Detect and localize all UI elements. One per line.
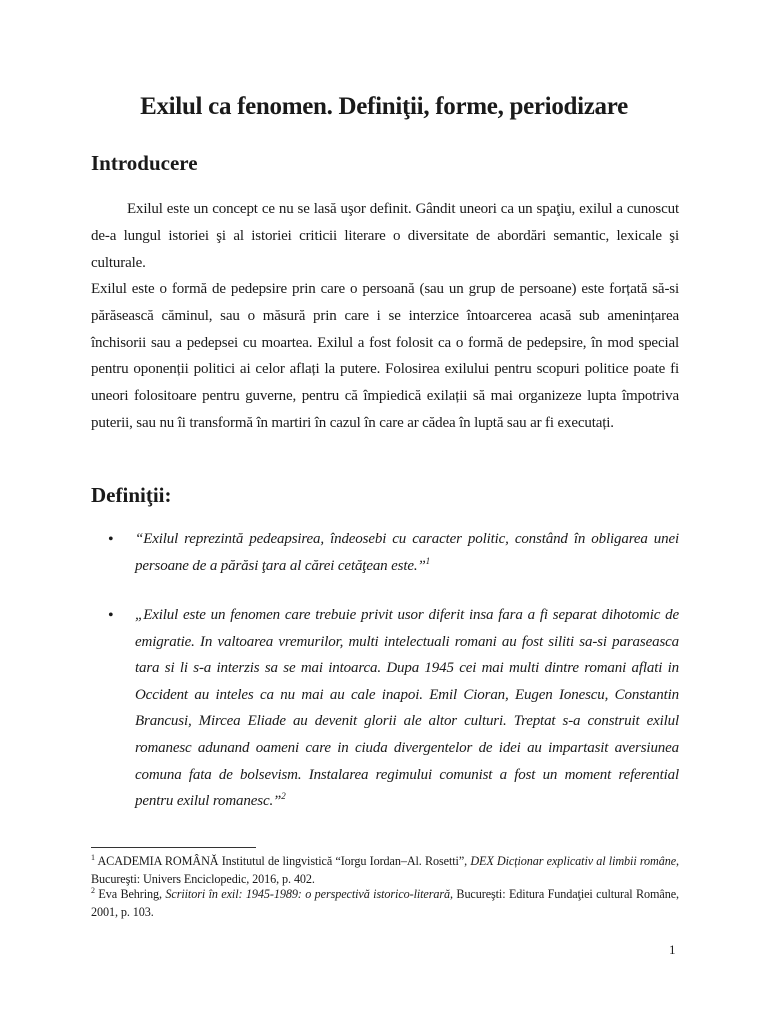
- footnote-2-source-title: Scriitori în exil: 1945-1989: o perspectivă istorico-literară,: [165, 887, 453, 901]
- definition-quote-2-text: „Exilul este un fenomen care trebuie privit usor diferit insa fara a fi separat dihotomic de emigratie. In valtoarea vremurilor, multi intelectuali romani au fost siliti sa-si paraseasca tara si li s-a interzis sa se mai intoarca. Dupa 1945 cei mai multi dintre romani aflati in Occident au inteles ca nu mai au cale inapoi. Emil Cioran, Eugen Ionescu, Constantin Brancusi, Mircea Eliade au devenit glorii ale altor culturi. Treptat s-a construit exilul romanesc adunand oameni care in ciuda divergentelor de idei au impartasit aversiunea comuna fata de bolsevism. Instalarea regimului comunist a fost un moment referential pentru exilul romanesc.”: [135, 607, 679, 810]
- page-number: 1: [669, 942, 676, 957]
- footnote-1: [91, 852, 679, 888]
- footnote-2-number: 2: [91, 885, 95, 895]
- footnote-2: [91, 885, 679, 921]
- footnote-1-text-b: , Bucureşti: Univers Enciclopedic, 2016, p. 402.: [91, 854, 679, 886]
- footnote-reference-1[interactable]: 1: [425, 555, 431, 566]
- footnote-2-text-b: Bucureşti: Editura Fundaţiei cultural Române, 2001, p. 103.: [91, 887, 679, 919]
- definition-quote-2: [135, 602, 679, 815]
- footnote-2-text-a: Eva Behring,: [94, 887, 166, 901]
- heading-definitions: Definiţii:: [91, 483, 172, 507]
- definition-quote-1: [135, 526, 679, 579]
- bullet-marker: •: [108, 531, 114, 548]
- heading-introduction: Introducere: [91, 151, 198, 175]
- footnote-separator: [91, 847, 256, 848]
- footnote-1-text-a: ACADEMIA ROMÂNĂ Institutul de lingvistică “Iorgu Iordan–Al. Rosetti”,: [94, 854, 471, 868]
- definition-quote-1-text: “Exilul reprezintă pedeapsirea, îndeosebi cu caracter politic, constând în obligarea unei persoane de a părăsi ţara al cărei cetăţean este.”: [135, 531, 679, 574]
- paragraph-intro-2: Exilul este o formă de pedepsire prin care o persoană (sau un grup de persoane) este forțată să-si părăsească căminul, sau o măsură prin care i se interzice întoarcerea acasă sub amenințarea închisorii sau a pedepsei cu moartea. Exilul a fost folosit ca o formă de pedepsire, în mod special pentru oponenții politici ai celor aflați la putere. Folosirea exilului pentru scopuri politice poate fi uneori folositoare pentru guverne, pentru că împiedică exilații să mai organizeze lupta împotriva puterii, sau nu îi transformă în martiri în cazul în care ar cădea în luptă sau ar fi executați.: [91, 281, 679, 431]
- footnote-1-number: 1: [91, 852, 95, 862]
- bullet-marker: •: [108, 607, 114, 624]
- document-title: Exilul ca fenomen. Definiţii, forme, periodizare: [140, 93, 628, 120]
- paragraph-intro-1: Exilul este un concept ce nu se lasă uşor definit. Gândit uneori ca un spaţiu, exilul a cunoscut de-a lungul istoriei şi al istoriei criticii literare o diversitate de abordări semantic, lexicale şi culturale.: [91, 201, 679, 271]
- footnote-1-source-title: DEX Dicționar explicativ al limbii române: [470, 854, 677, 868]
- footnote-reference-2[interactable]: 2: [281, 791, 286, 802]
